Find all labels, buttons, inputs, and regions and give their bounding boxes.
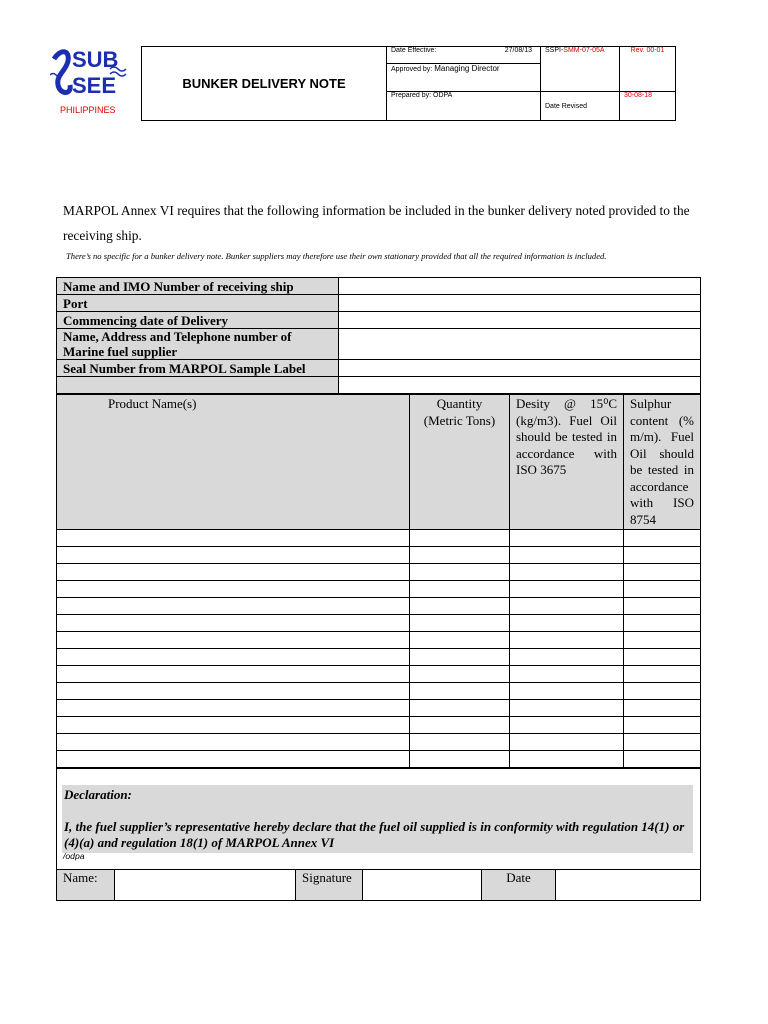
intro-text: MARPOL Annex VI requires that the following information be included in the bunker delivery noted provided to the receiving ship.: [63, 203, 690, 243]
quantity-cell[interactable]: [410, 564, 510, 581]
info-row: [57, 329, 700, 360]
info-value-blank[interactable]: [339, 377, 701, 394]
product-row: [57, 700, 700, 717]
density-cell[interactable]: [510, 564, 624, 581]
doc-code-prefix: SSPI-: [545, 47, 564, 54]
density-cell[interactable]: [510, 683, 624, 700]
date-effective-label: Date Effective:: [391, 47, 437, 54]
sulphur-cell[interactable]: [624, 751, 701, 768]
quantity-cell[interactable]: [410, 649, 510, 666]
product-row: [57, 564, 700, 581]
product-cell[interactable]: [57, 598, 410, 615]
declaration-title: Declaration:: [64, 787, 132, 802]
density-cell[interactable]: [510, 530, 624, 547]
density-cell[interactable]: [510, 666, 624, 683]
quantity-cell[interactable]: [410, 615, 510, 632]
quantity-cell[interactable]: [410, 666, 510, 683]
density-cell[interactable]: [510, 598, 624, 615]
info-row: [57, 278, 700, 295]
info-label-port: Port: [57, 295, 339, 312]
product-cell[interactable]: [57, 615, 410, 632]
quantity-cell[interactable]: [410, 581, 510, 598]
quantity-cell[interactable]: [410, 717, 510, 734]
density-cell[interactable]: [510, 581, 624, 598]
name-label: Name:: [57, 870, 115, 901]
col-quantity: Quantity (Metric Tons): [410, 395, 510, 530]
info-value-supplier[interactable]: [339, 329, 701, 360]
approved-label: Approved by:: [391, 66, 433, 73]
col-product: Product Name(s): [57, 395, 410, 530]
density-cell[interactable]: [510, 615, 624, 632]
col-density: Desity @ 15⁰C (kg/m3). Fuel Oil should be tested in accordance with ISO 3675: [510, 395, 624, 530]
info-label-blank: [57, 377, 339, 394]
info-value-ship[interactable]: [339, 278, 701, 295]
declaration-text: I, the fuel supplier’s representative hereby declare that the fuel oil supplied is in conformity with regulation 14(1) or (4)(a) and regulation 18(1) of MARPOL Annex VI: [64, 819, 685, 850]
logo-line1: SUB: [72, 47, 119, 72]
sulphur-cell[interactable]: [624, 717, 701, 734]
product-row: [57, 581, 700, 598]
logo-sub: PHILIPPINES: [60, 105, 116, 115]
product-cell[interactable]: [57, 564, 410, 581]
density-cell[interactable]: [510, 700, 624, 717]
footer-initials: /odpa: [63, 851, 85, 861]
quantity-cell[interactable]: [410, 734, 510, 751]
sulphur-cell[interactable]: [624, 734, 701, 751]
date-revised-value: 30-08-18: [620, 92, 676, 121]
signature-label: Signature: [296, 870, 363, 901]
product-row: [57, 649, 700, 666]
quantity-cell[interactable]: [410, 598, 510, 615]
product-cell[interactable]: [57, 751, 410, 768]
signature-table: [57, 869, 700, 900]
sulphur-cell[interactable]: [624, 598, 701, 615]
product-cell[interactable]: [57, 700, 410, 717]
revision: Rev. 00-01: [620, 47, 676, 92]
product-row: [57, 734, 700, 751]
sulphur-cell[interactable]: [624, 632, 701, 649]
product-row: [57, 683, 700, 700]
sulphur-cell[interactable]: [624, 581, 701, 598]
prepared-by: Prepared by: ODPA: [387, 92, 541, 121]
declaration-section: [57, 768, 700, 869]
info-row: [57, 377, 700, 394]
quantity-cell[interactable]: [410, 700, 510, 717]
info-row: [57, 360, 700, 377]
doc-code: [541, 47, 620, 92]
sulphur-cell[interactable]: [624, 649, 701, 666]
product-row: [57, 751, 700, 768]
quantity-cell[interactable]: [410, 683, 510, 700]
delivery-form: [56, 277, 701, 901]
product-table: [57, 394, 700, 768]
sulphur-cell[interactable]: [624, 530, 701, 547]
info-row: [57, 295, 700, 312]
info-value-port[interactable]: [339, 295, 701, 312]
quantity-cell[interactable]: [410, 547, 510, 564]
product-cell[interactable]: [57, 530, 410, 547]
product-cell[interactable]: [57, 683, 410, 700]
product-cell[interactable]: [57, 547, 410, 564]
product-row: [57, 615, 700, 632]
product-cell[interactable]: [57, 717, 410, 734]
ship-info-table: [57, 278, 700, 394]
product-row: [57, 666, 700, 683]
doc-code-suffix: SMM-07-05A: [563, 47, 605, 54]
info-value-seal[interactable]: [339, 360, 701, 377]
quantity-cell[interactable]: [410, 632, 510, 649]
date-effective-cell: [387, 47, 541, 64]
date-revised-label: Date Revised: [541, 92, 620, 121]
info-label-ship: Name and IMO Number of receiving ship: [57, 278, 339, 295]
date-effective-value: 27/08/13: [504, 47, 532, 54]
date-label: Date: [482, 870, 556, 901]
col-sulphur: Sulphur content (% m/m). Fuel Oil should be tested in accordance with ISO 8754: [624, 395, 701, 530]
product-row: [57, 598, 700, 615]
declaration-box: [62, 785, 693, 853]
date-field[interactable]: [556, 870, 701, 901]
density-cell[interactable]: [510, 751, 624, 768]
sulphur-cell[interactable]: [624, 666, 701, 683]
quantity-cell[interactable]: [410, 751, 510, 768]
company-logo: [50, 45, 132, 117]
density-cell[interactable]: [510, 547, 624, 564]
signature-field[interactable]: [363, 870, 482, 901]
logo-line2: SEE: [72, 73, 117, 98]
product-cell[interactable]: [57, 734, 410, 751]
stationery-note: There’s no specific for a bunker delivery note. Bunker suppliers may therefore use their own stationary provided that all the required information is included.: [66, 251, 607, 261]
density-cell[interactable]: [510, 649, 624, 666]
info-row: [57, 312, 700, 329]
document-title: BUNKER DELIVERY NOTE: [142, 47, 387, 121]
sulphur-cell[interactable]: [624, 615, 701, 632]
approved-cell: [387, 64, 541, 92]
product-row: [57, 530, 700, 547]
product-cell[interactable]: [57, 649, 410, 666]
product-row: [57, 632, 700, 649]
info-label-supplier: Name, Address and Telephone number of Marine fuel supplier: [57, 329, 339, 360]
product-cell[interactable]: [57, 666, 410, 683]
sulphur-cell[interactable]: [624, 564, 701, 581]
sulphur-cell[interactable]: [624, 700, 701, 717]
product-cell[interactable]: [57, 581, 410, 598]
info-label-seal: Seal Number from MARPOL Sample Label: [57, 360, 339, 377]
product-row: [57, 547, 700, 564]
density-cell[interactable]: [510, 632, 624, 649]
quantity-cell[interactable]: [410, 530, 510, 547]
approved-value: Managing Director: [434, 64, 500, 73]
info-value-date[interactable]: [339, 312, 701, 329]
density-cell[interactable]: [510, 717, 624, 734]
product-row: [57, 717, 700, 734]
sulphur-cell[interactable]: [624, 547, 701, 564]
density-cell[interactable]: [510, 734, 624, 751]
document-header: [141, 46, 676, 121]
name-field[interactable]: [115, 870, 296, 901]
info-label-date: Commencing date of Delivery: [57, 312, 339, 329]
product-cell[interactable]: [57, 632, 410, 649]
sulphur-cell[interactable]: [624, 683, 701, 700]
